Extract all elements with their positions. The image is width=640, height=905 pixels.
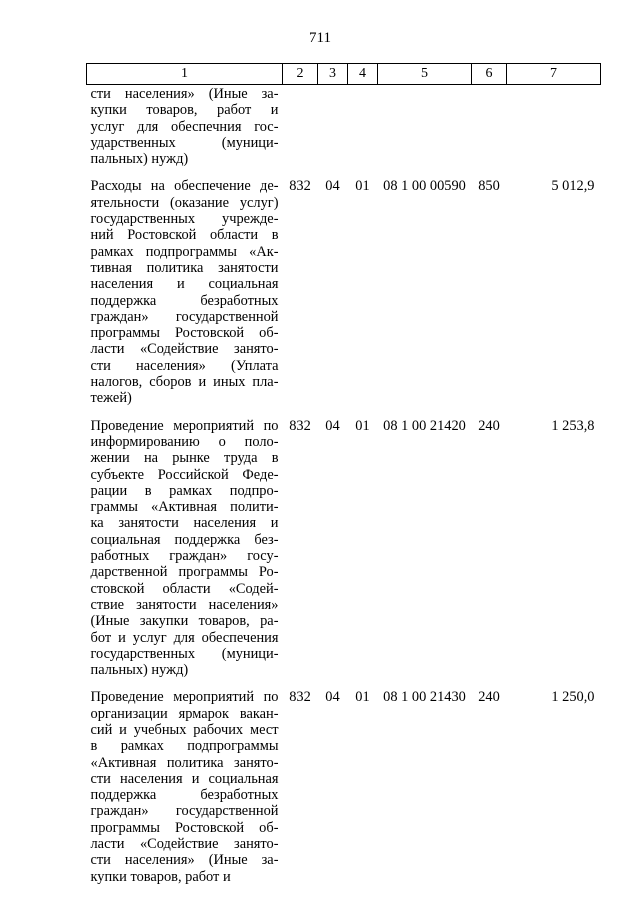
description-line: в рамках подпрограммы [90,738,279,755]
description-line: государственных (муници- [90,645,279,662]
description-line: налогов, сборов и иных пла- [90,374,279,391]
section-code: 04 [325,178,340,195]
amount-value: 1 250,0 [551,689,595,706]
column-header-ministry: 2 [283,64,318,85]
target-code [378,85,472,179]
description-line: населения и социальная [90,276,279,293]
description-line: государственных учрежде- [90,211,279,228]
description-line: рамках подпрограммы «Ак- [90,243,279,260]
ministry-code [283,85,318,179]
row-description [87,689,283,896]
description-line: дарственной программы Ро- [90,564,279,581]
table-row [87,178,601,417]
description-line: пальных) нужд) [90,662,189,679]
description-line: жении на рынке труда в [90,450,279,467]
description-line: ятельности (оказание услуг) [90,194,279,211]
description-line: «Активная политика занято- [90,754,279,771]
expense-type-code: 850 [478,178,500,195]
table-row [87,689,601,896]
ministry-code: 832 [289,417,311,434]
table-row [87,418,601,690]
description-line: граждан» государственной [90,803,279,820]
description-line: граммы «Активная полити- [90,499,279,516]
description-line: программы Ростовской об- [90,819,279,836]
description-line: ка занятости населения и [90,515,279,532]
page-number: 711 [309,30,331,46]
column-header-expense-type: 6 [472,64,507,85]
section-code: 04 [325,417,340,434]
column-header-description: 1 [87,64,283,85]
description-line: поддержка безработных [90,292,279,309]
ministry-code: 832 [289,178,311,195]
description-line: информированию о поло- [90,433,279,450]
description-line: бот и услуг для обеспечения [90,629,279,646]
description-line: тежей) [90,390,132,407]
row-description [87,418,283,690]
description-line: работных граждан» госу- [90,548,279,565]
description-line: стовской области «Содей- [90,580,279,597]
section-code: 04 [325,689,340,706]
description-line: пальных) нужд) [90,151,189,168]
description-line: ласти «Содействие занято- [90,341,279,358]
description-line: рации в рамках подпро- [90,482,279,499]
target-code: 08 1 00 21420 [383,417,466,434]
description-line: (Иные закупки товаров, ра- [90,613,279,630]
description-line: купки товаров, работ и [90,102,279,119]
column-header-amount: 7 [507,64,601,85]
description-line: социальная поддержка без- [90,531,279,548]
target-code: 08 1 00 21430 [383,689,466,706]
amount-value [507,85,601,179]
row-description [87,178,283,417]
table-row [87,85,601,179]
column-header-subsection: 4 [348,64,378,85]
subsection-code: 01 [355,417,370,434]
description-line: сти населения и социальная [90,770,279,787]
description-line: Проведение мероприятий по [90,689,279,706]
column-header-section: 3 [318,64,348,85]
column-header-target: 5 [378,64,472,85]
description-line: организации ярмарок вакан- [90,705,279,722]
expense-type-code [472,85,507,179]
description-line: сий и учебных рабочих мест [90,721,279,738]
table-header-row [87,64,601,85]
description-line: граждан» государственной [90,308,279,325]
subsection-code [348,85,378,179]
target-code: 08 1 00 00590 [383,178,466,195]
subsection-code: 01 [355,689,370,706]
description-line: купки товаров, работ и [90,868,231,885]
description-line: программы Ростовской об- [90,325,279,342]
description-line: ударственных (муници- [90,134,279,151]
ministry-code: 832 [289,689,311,706]
description-line: ний Ростовской области в [90,227,279,244]
description-line: сти населения» (Уплата [90,357,279,374]
amount-value: 5 012,9 [551,178,595,195]
description-line: ласти «Содействие занято- [90,836,279,853]
expense-type-code: 240 [478,689,500,706]
budget-table [86,63,601,896]
amount-value: 1 253,8 [551,417,595,434]
section-code [318,85,348,179]
description-line: тивная политика занятости [90,259,279,276]
expense-type-code: 240 [478,417,500,434]
description-line: ствие занятости населения» [90,596,279,613]
description-line: Расходы на обеспечение де- [90,178,279,195]
description-line: сти населения» (Иные за- [90,852,279,869]
subsection-code: 01 [355,178,370,195]
description-line: поддержка безработных [90,787,279,804]
description-line: субъекте Российской Феде- [90,466,279,483]
description-line: Проведение мероприятий по [90,417,279,434]
description-line: сти населения» (Иные за- [90,86,279,102]
row-description [87,85,283,179]
description-line: услуг для обеспечния гос- [90,118,279,135]
